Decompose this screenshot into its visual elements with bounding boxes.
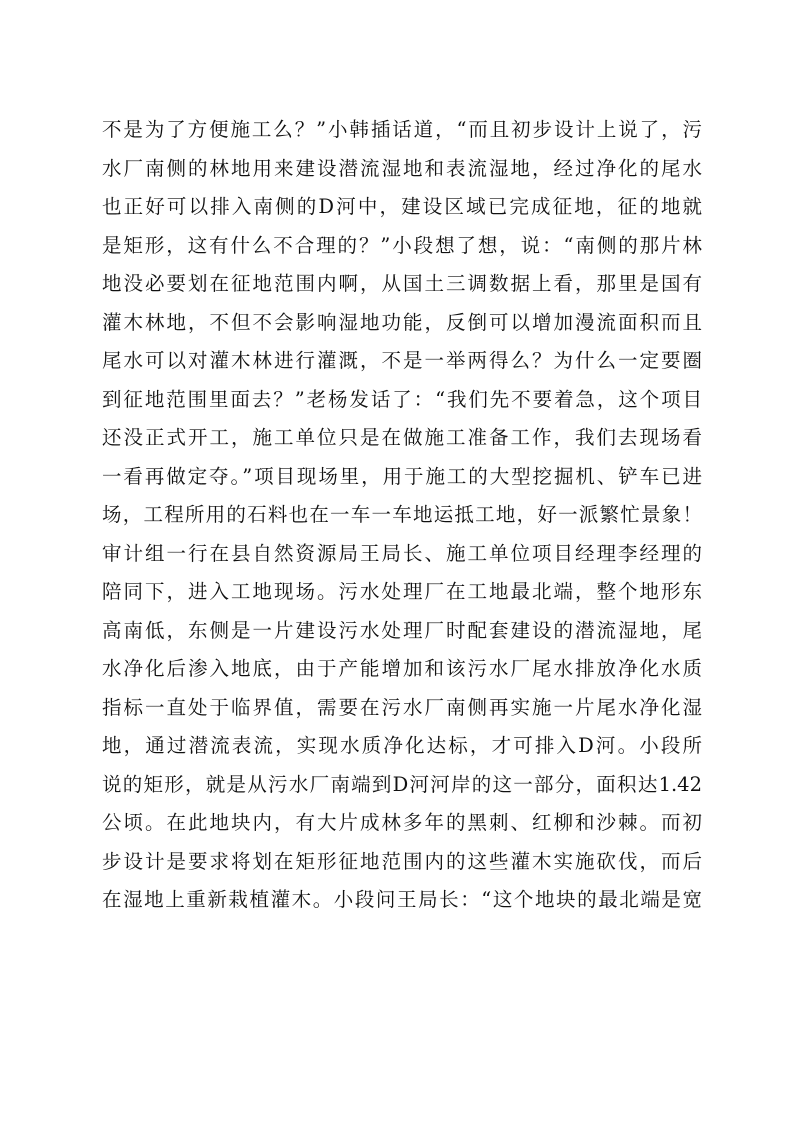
text-line-17: 地，通过潜流表流，实现水质净化达标，才可排入D河。小段所 — [102, 734, 702, 757]
text-line-15: 水净化后渗入地底，由于产能增加和该污水厂尾水排放净化水质 — [102, 657, 702, 680]
text-line-3: 也正好可以排入南侧的D河中，建设区域已完成征地，征的地就 — [102, 195, 702, 218]
text-line-7: 尾水可以对灌木林进行灌溉，不是一举两得么？为什么一定要圈 — [102, 349, 702, 372]
text-line-16: 指标一直处于临界值，需要在污水厂南侧再实施一片尾水净化湿 — [102, 695, 702, 719]
text-line-13: 陪同下，进入工地现场。污水处理厂在工地最北端，整个地形东 — [102, 580, 702, 603]
text-line-5: 地没必要划在征地范围内啊，从国土三调数据上看，那里是国有 — [102, 272, 702, 295]
text-line-8: 到征地范围里面去？”老杨发话了：“我们先不要着急，这个项目 — [102, 387, 702, 411]
text-line-18: 说的矩形，就是从污水厂南端到D河河岸的这一部分，面积达1.42 — [102, 772, 702, 796]
body-text — [102, 111, 702, 920]
text-line-14: 高南低，东侧是一片建设污水处理厂时配套建设的潜流湿地，尾 — [102, 618, 702, 642]
text-line-6: 灌木林地，不但不会影响湿地功能，反倒可以增加漫流面积而且 — [102, 310, 702, 334]
text-line-12: 审计组一行在县自然资源局王局长、施工单位项目经理李经理的 — [102, 541, 702, 565]
text-line-21: 在湿地上重新栽植灌木。小段问王局长：“这个地块的最北端是宽 — [102, 888, 702, 911]
text-line-11: 场，工程所用的石料也在一车一车地运抵工地，好一派繁忙景象！ — [102, 503, 702, 526]
text-line-1: 不是为了方便施工么？”小韩插话道，“而且初步设计上说了，污 — [102, 118, 702, 141]
text-line-20: 步设计是要求将划在矩形征地范围内的这些灌木实施砍伐，而后 — [102, 849, 702, 873]
text-line-4: 是矩形，这有什么不合理的？”小段想了想，说：“南侧的那片林 — [102, 233, 702, 257]
text-line-9: 还没正式开工，施工单位只是在做施工准备工作，我们去现场看 — [102, 426, 702, 449]
text-line-19: 公顷。在此地块内，有大片成林多年的黑刺、红柳和沙棘。而初 — [102, 811, 702, 834]
text-line-10: 一看再做定夺。”项目现场里，用于施工的大型挖掘机、铲车已进 — [102, 464, 702, 488]
text-line-2: 水厂南侧的林地用来建设潜流湿地和表流湿地，经过净化的尾水 — [102, 156, 702, 180]
